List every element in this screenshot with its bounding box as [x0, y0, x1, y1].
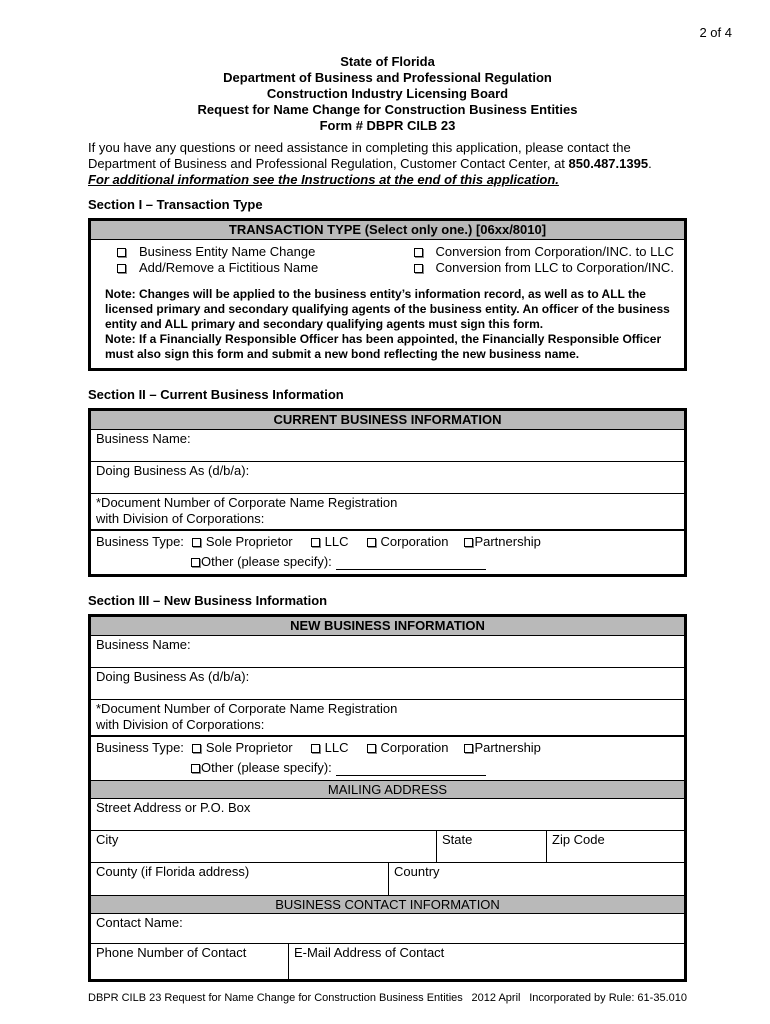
- county-country-row: [91, 862, 684, 895]
- street-address-row: [91, 798, 684, 830]
- checkbox-icon[interactable]: [367, 744, 376, 753]
- transaction-type-body: [91, 239, 684, 368]
- checkbox-llc[interactable]: LLC: [311, 740, 349, 756]
- section2-title: Section II – Current Business Information: [88, 387, 344, 402]
- option-label: Conversion from Corporation/INC. to LLC: [435, 244, 674, 259]
- contact-name-input[interactable]: [96, 931, 679, 941]
- checkbox-icon[interactable]: [414, 264, 423, 273]
- country-label: Country: [394, 864, 440, 879]
- s3-business-type-row: [91, 735, 684, 780]
- checkbox-icon[interactable]: [414, 248, 423, 257]
- street-address-input[interactable]: [96, 816, 679, 828]
- checkbox-corporation[interactable]: Corporation: [367, 740, 449, 756]
- page-number: 2 of 4: [699, 25, 732, 40]
- county-label: County (if Florida address): [96, 864, 250, 879]
- current-business-info-table: [88, 408, 687, 577]
- s2-business-type-row: [91, 529, 684, 574]
- checkbox-other[interactable]: Other (please specify):: [191, 554, 332, 570]
- state-label: State: [442, 832, 473, 847]
- email-input[interactable]: [294, 961, 679, 977]
- state-input[interactable]: [442, 848, 541, 860]
- checkbox-icon[interactable]: [192, 744, 201, 753]
- mailing-address-header: MAILING ADDRESS: [91, 780, 684, 798]
- new-business-info-header: NEW BUSINESS INFORMATION: [91, 617, 684, 635]
- transaction-type-table: [88, 218, 687, 371]
- checkbox-icon[interactable]: [191, 764, 200, 773]
- footer-form-title: DBPR CILB 23 Request for Name Change for Construction Business Entities: [88, 992, 463, 1004]
- doc-number-label-line2: with Division of Corporations:: [96, 717, 265, 732]
- business-name-input[interactable]: [96, 653, 679, 665]
- doc-number-label-line2: with Division of Corporations:: [96, 511, 265, 526]
- checkbox-sole-proprietor[interactable]: Sole Proprietor: [192, 740, 293, 756]
- business-name-label: Business Name:: [96, 431, 191, 446]
- checkbox-icon[interactable]: [117, 264, 126, 273]
- city-label: City: [96, 832, 119, 847]
- doc-number-label-line1: *Document Number of Corporate Name Registration: [96, 701, 398, 716]
- section3-title: Section III – New Business Information: [88, 593, 328, 608]
- checkbox-add-remove-fictitious-name[interactable]: [91, 260, 388, 276]
- header-department: Department of Business and Professional Regulation: [223, 70, 552, 85]
- country-input[interactable]: [394, 880, 679, 893]
- checkbox-corporation[interactable]: Corporation: [367, 534, 449, 550]
- business-name-label: Business Name:: [96, 637, 191, 652]
- zip-code-input[interactable]: [552, 848, 679, 860]
- checkbox-conversion-corp-to-llc[interactable]: [388, 244, 685, 260]
- header-form-number: Form # DBPR CILB 23: [319, 118, 456, 133]
- checkbox-icon[interactable]: [464, 744, 473, 753]
- intro-instructions-note: For additional information see the Instructions at the end of this application.: [88, 172, 559, 187]
- option-label: Business Entity Name Change: [139, 244, 316, 259]
- checkbox-partnership[interactable]: Partnership: [464, 740, 540, 756]
- phone-email-row: [91, 943, 684, 979]
- business-type-label: Business Type:: [96, 740, 184, 755]
- header-state: State of Florida: [340, 54, 435, 69]
- document-header: [88, 54, 687, 134]
- contact-name-row: [91, 913, 684, 943]
- s2-business-name-row: [91, 429, 684, 461]
- checkbox-sole-proprietor[interactable]: Sole Proprietor: [192, 534, 293, 550]
- checkbox-icon[interactable]: [367, 538, 376, 547]
- zip-code-label: Zip Code: [552, 832, 605, 847]
- transaction-type-header: TRANSACTION TYPE (Select only one.) [06xx/8010]: [91, 221, 684, 239]
- other-specify-input[interactable]: [336, 761, 486, 776]
- street-address-label: Street Address or P.O. Box: [96, 800, 251, 815]
- business-type-label: Business Type:: [96, 534, 184, 549]
- checkbox-business-entity-name-change[interactable]: [91, 244, 388, 260]
- dba-label: Doing Business As (d/b/a):: [96, 463, 250, 478]
- checkbox-icon[interactable]: [311, 744, 320, 753]
- email-label: E-Mail Address of Contact: [294, 945, 445, 960]
- s2-document-number-row: [91, 493, 684, 529]
- contact-phone: 850.487.1395: [568, 156, 649, 171]
- intro-body: If you have any questions or need assistance in completing this application, please contact the Department of Business and Professional Regulation, Customer Contact Center, at: [88, 140, 631, 171]
- phone-input[interactable]: [96, 961, 283, 977]
- document-footer: [88, 992, 687, 1005]
- header-request-title: Request for Name Change for Construction Business Entities: [197, 102, 578, 117]
- transaction-options: [91, 240, 684, 278]
- option-label: Add/Remove a Fictitious Name: [139, 260, 319, 275]
- city-state-zip-row: [91, 830, 684, 862]
- s2-dba-row: [91, 461, 684, 493]
- dba-label: Doing Business As (d/b/a):: [96, 669, 250, 684]
- current-business-info-header: CURRENT BUSINESS INFORMATION: [91, 411, 684, 429]
- section1-title: Section I – Transaction Type: [88, 197, 263, 212]
- checkbox-icon[interactable]: [311, 538, 320, 547]
- checkbox-icon[interactable]: [192, 538, 201, 547]
- phone-label: Phone Number of Contact: [96, 945, 247, 960]
- header-board: Construction Industry Licensing Board: [266, 86, 509, 101]
- option-label: Conversion from LLC to Corporation/INC.: [435, 260, 674, 275]
- city-input[interactable]: [96, 848, 431, 860]
- business-contact-header: BUSINESS CONTACT INFORMATION: [91, 895, 684, 913]
- checkbox-llc[interactable]: LLC: [311, 534, 349, 550]
- s3-dba-row: [91, 667, 684, 699]
- county-input[interactable]: [96, 880, 383, 893]
- other-specify-input[interactable]: [336, 555, 486, 570]
- checkbox-partnership[interactable]: Partnership: [464, 534, 540, 550]
- new-business-info-table: [88, 614, 687, 982]
- checkbox-icon[interactable]: [117, 248, 126, 257]
- dba-input[interactable]: [96, 479, 679, 491]
- doc-number-label-line1: *Document Number of Corporate Name Registration: [96, 495, 398, 510]
- dba-input[interactable]: [96, 685, 679, 697]
- s3-business-name-row: [91, 635, 684, 667]
- intro-paragraph: If you have any questions or need assistance in completing this application, please contact the Department of Business and Professional Regulation, Customer Contact Center, at 850.487.1395. For additional information see the Instructions at the end of this application.: [88, 140, 652, 187]
- note-financially-responsible-officer: Note: If a Financially Responsible Officer has been appointed, the Financially Responsible Officer must also sign this form and submit a new bond reflecting the new business name.: [105, 332, 662, 361]
- s3-document-number-row: [91, 699, 684, 735]
- checkbox-other[interactable]: Other (please specify):: [191, 760, 332, 776]
- footer-date: 2012 April: [471, 992, 521, 1004]
- checkbox-icon[interactable]: [191, 558, 200, 567]
- footer-rule: Incorporated by Rule: 61-35.010: [529, 992, 687, 1004]
- transaction-notes: [91, 278, 684, 368]
- contact-name-label: Contact Name:: [96, 915, 183, 930]
- checkbox-icon[interactable]: [464, 538, 473, 547]
- checkbox-conversion-llc-to-corp[interactable]: [388, 260, 685, 276]
- business-name-input[interactable]: [96, 447, 679, 459]
- note-qualifying-agents: Note: Changes will be applied to the business entity’s information record, as well as to ALL the licensed primary and secondary qualifying agents of the business entity. An officer of the business entity and ALL primary and secondary qualifying agents must sign this form.: [105, 287, 670, 331]
